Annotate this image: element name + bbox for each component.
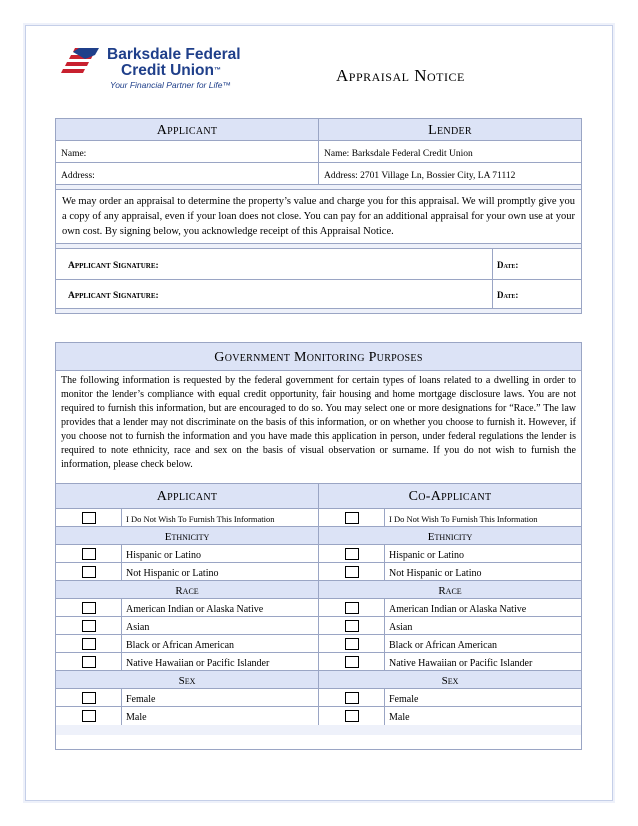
- coapplicant-checkbox[interactable]: [345, 638, 359, 650]
- ethnicity-option-row: [56, 545, 581, 563]
- applicant-name-field[interactable]: [56, 141, 319, 162]
- address-row: [56, 163, 581, 185]
- option-label-cell: [122, 653, 319, 670]
- coapplicant-checkbox-cell: [319, 653, 385, 670]
- coapplicant-checkbox-cell: [319, 545, 385, 562]
- option-label: Male: [389, 712, 410, 723]
- applicant-checkbox[interactable]: [82, 512, 96, 524]
- option-label: I Do Not Wish To Furnish This Information: [126, 514, 275, 524]
- option-label: Female: [126, 694, 156, 705]
- option-label: Black or African American: [126, 640, 235, 651]
- option-label-cell: [385, 563, 581, 580]
- option-label-cell: [385, 635, 581, 652]
- applicant-section-cell: [56, 527, 319, 544]
- monitoring-paragraph-row: [56, 371, 581, 484]
- section-header: Ethnicity: [164, 531, 210, 543]
- applicant-coapplicant-header-row: [56, 484, 581, 509]
- option-label-cell: [385, 599, 581, 616]
- option-label: Asian: [126, 622, 150, 633]
- signature-row-1: [56, 249, 581, 280]
- option-label: Male: [126, 712, 147, 723]
- section-header: Sex: [178, 675, 196, 687]
- monitoring-title: Government Monitoring Purposes: [214, 350, 423, 365]
- option-label-cell: [385, 707, 581, 725]
- option-label: Hispanic or Latino: [126, 550, 201, 561]
- applicant-section-cell: [56, 671, 319, 688]
- applicant-header-cell: [56, 119, 319, 140]
- option-label-cell: [385, 545, 581, 562]
- coapplicant-checkbox[interactable]: [345, 566, 359, 578]
- option-label: Black or African American: [389, 640, 498, 651]
- monitoring-paragraph: The following information is requested by the federal government for certain types of loans related to a dwelling in order to monitor the lender’s compliance with equal credit opportunity, fair housing and home mortgage disclosure laws. You are not required to furnish this information, but are encouraged to do so. You may select one or more designations for “Race.” The law provides that a lender may not discriminate on the basis of this information, or on whether you choose to furnish it. However, if you choose not to furnish the information and you have made this application in person, under federal regulations the lender is required to note ethnicity, race and sex on the basis of visual observation or surname. If you do not wish to furnish the information, please check below.: [61, 375, 576, 470]
- section-header: Race: [175, 585, 199, 597]
- no-furnish-row: [56, 509, 581, 527]
- coapplicant-section-cell: [319, 581, 581, 598]
- option-label-cell: [122, 599, 319, 616]
- coapplicant-header: Co-Applicant: [408, 489, 492, 504]
- option-label-cell: [122, 635, 319, 652]
- lender-address: Address: 2701 Village Ln, Bossier City, LA 71112: [324, 171, 516, 181]
- applicant-header: Applicant: [156, 123, 218, 138]
- coapplicant-header-cell: [319, 484, 581, 508]
- option-label-cell: [385, 509, 581, 526]
- coapplicant-section-cell: [319, 671, 581, 688]
- applicant-checkbox[interactable]: [82, 602, 96, 614]
- applicant-checkbox-cell: [56, 617, 122, 634]
- coapplicant-checkbox-cell: [319, 689, 385, 706]
- lender-name-cell: [319, 141, 581, 162]
- option-label: Native Hawaiian or Pacific Islander: [389, 658, 533, 669]
- race-option-row: [56, 653, 581, 671]
- applicant-checkbox[interactable]: [82, 692, 96, 704]
- applicant-lender-table: [55, 118, 582, 314]
- credit-union-logo: [55, 45, 275, 95]
- applicant-checkbox-cell: [56, 509, 122, 526]
- race-option-row: [56, 635, 581, 653]
- spacer-row: [56, 309, 581, 313]
- sex-header-row: [56, 671, 581, 689]
- applicant-checkbox-cell: [56, 707, 122, 725]
- logo-tagline: Your Financial Partner for Life™: [110, 80, 231, 90]
- coapplicant-checkbox-cell: [319, 563, 385, 580]
- ethnicity-option-row: [56, 563, 581, 581]
- logo-name: [107, 47, 241, 79]
- date-field-2[interactable]: [493, 280, 581, 308]
- option-label: Not Hispanic or Latino: [389, 568, 482, 579]
- applicant-checkbox[interactable]: [82, 548, 96, 560]
- applicant-checkbox[interactable]: [82, 656, 96, 668]
- appraisal-paragraph: We may order an appraisal to determine the property’s value and charge you for this appraisal. We will promptly give you a copy of any appraisal, even if your loan does not close. You can pay for an additional appraisal for your own use at your own cost. By signing below, you acknowledge receipt of this Appraisal Notice.: [62, 196, 575, 237]
- applicant-lender-header-row: [56, 119, 581, 141]
- signature-field-2[interactable]: [56, 280, 493, 308]
- name-row: [56, 141, 581, 163]
- option-label-cell: [122, 563, 319, 580]
- coapplicant-checkbox-cell: [319, 635, 385, 652]
- appraisal-paragraph-row: [56, 190, 581, 244]
- applicant-checkbox-cell: [56, 653, 122, 670]
- coapplicant-checkbox[interactable]: [345, 692, 359, 704]
- coapplicant-checkbox-cell: [319, 599, 385, 616]
- option-label: Asian: [389, 622, 413, 633]
- option-label-cell: [385, 653, 581, 670]
- section-header: Ethnicity: [427, 531, 473, 543]
- coapplicant-checkbox[interactable]: [345, 548, 359, 560]
- race-option-row: [56, 599, 581, 617]
- lender-header: Lender: [428, 123, 472, 138]
- coapplicant-checkbox[interactable]: [345, 512, 359, 524]
- applicant-address-field[interactable]: [56, 163, 319, 184]
- coapplicant-checkbox-cell: [319, 509, 385, 526]
- applicant-section-cell: [56, 581, 319, 598]
- option-label-cell: [122, 689, 319, 706]
- option-label: Hispanic or Latino: [389, 550, 464, 561]
- coapplicant-checkbox-cell: [319, 617, 385, 634]
- applicant-checkbox-cell: [56, 599, 122, 616]
- flag-logo-icon: [55, 45, 103, 79]
- monitoring-table: [55, 342, 582, 750]
- applicant-checkbox-cell: [56, 545, 122, 562]
- section-header: Race: [438, 585, 462, 597]
- date-field-1[interactable]: [493, 249, 581, 279]
- applicant-checkbox[interactable]: [82, 620, 96, 632]
- monitoring-options: [56, 509, 581, 725]
- sex-option-row: [56, 689, 581, 707]
- ethnicity-header-row: [56, 527, 581, 545]
- option-label-cell: [122, 617, 319, 634]
- option-label: American Indian or Alaska Native: [126, 604, 264, 615]
- spacer-row: [56, 725, 581, 735]
- race-option-row: [56, 617, 581, 635]
- coapplicant-checkbox[interactable]: [345, 602, 359, 614]
- option-label-cell: [122, 545, 319, 562]
- option-label: I Do Not Wish To Furnish This Information: [389, 514, 538, 524]
- date-label: Date:: [497, 290, 519, 300]
- option-label: Not Hispanic or Latino: [126, 568, 219, 579]
- option-label-cell: [122, 509, 319, 526]
- lender-name: Name: Barksdale Federal Credit Union: [324, 149, 473, 159]
- applicant-header: Applicant: [156, 489, 218, 504]
- race-header-row: [56, 581, 581, 599]
- sex-option-row: [56, 707, 581, 725]
- logo-name-line2: Credit Union™: [121, 62, 221, 79]
- date-label: Date:: [497, 260, 519, 270]
- option-label: American Indian or Alaska Native: [389, 604, 527, 615]
- section-header: Sex: [441, 675, 459, 687]
- coapplicant-checkbox[interactable]: [345, 620, 359, 632]
- lender-address-cell: [319, 163, 581, 184]
- option-label: Female: [389, 694, 419, 705]
- lender-header-cell: [319, 119, 581, 140]
- applicant-checkbox-cell: [56, 689, 122, 706]
- monitoring-title-row: [56, 343, 581, 371]
- name-label: Name:: [61, 149, 87, 159]
- option-label-cell: [385, 689, 581, 706]
- coapplicant-section-cell: [319, 527, 581, 544]
- applicant-checkbox[interactable]: [82, 566, 96, 578]
- applicant-checkbox[interactable]: [82, 710, 96, 722]
- option-label: Native Hawaiian or Pacific Islander: [126, 658, 270, 669]
- option-label-cell: [385, 617, 581, 634]
- applicant-checkbox-cell: [56, 563, 122, 580]
- applicant-checkbox-cell: [56, 635, 122, 652]
- signature-row-2: [56, 280, 581, 309]
- logo-name-line1: Barksdale Federal: [107, 46, 241, 63]
- page-title: Appraisal Notice: [336, 66, 465, 85]
- coapplicant-checkbox-cell: [319, 707, 385, 725]
- applicant-checkbox[interactable]: [82, 638, 96, 650]
- signature-label: Applicant Signature:: [68, 261, 159, 271]
- signature-field-1[interactable]: [56, 249, 493, 279]
- coapplicant-checkbox[interactable]: [345, 656, 359, 668]
- applicant-header-cell: [56, 484, 319, 508]
- option-label-cell: [122, 707, 319, 725]
- signature-label: Applicant Signature:: [68, 291, 159, 301]
- coapplicant-checkbox[interactable]: [345, 710, 359, 722]
- address-label: Address:: [61, 171, 95, 181]
